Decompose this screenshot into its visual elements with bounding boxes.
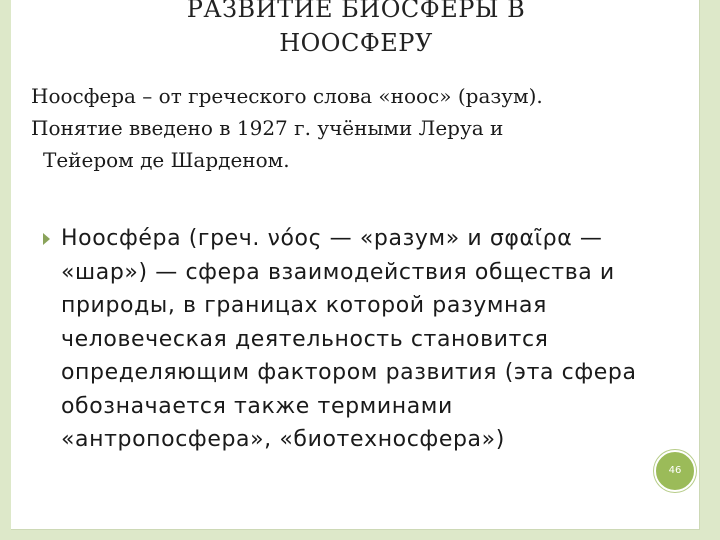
intro-line-1: Ноосфера – от греческого слова «ноос» (разум). [31, 84, 543, 108]
intro-line-2: Понятие введено в 1927 г. учёными Леруа и [31, 116, 504, 140]
page-number-badge: 46 [654, 450, 696, 492]
slide [11, 0, 700, 530]
title-line-1: РАЗВИТИЕ БИОСФЕРЫ В [186, 0, 526, 23]
triangle-bullet-icon [43, 233, 50, 245]
intro-line-3: Тейером де Шарденом. [43, 148, 290, 172]
title-line-2: НООСФЕРУ [279, 29, 433, 57]
slide-title [51, 0, 661, 60]
bullet-text: Ноосфе́ра (греч. νόος — «разум» и σφαῖρα — «шар») — сфера взаимодействия общества и природы, в границах которой разумная человеческая деятельность становится определяющим фактором развития (эта сфера обозначается также терминами «антропосфера», «биотехносфера») [61, 226, 637, 452]
bullet-item [43, 222, 663, 457]
intro-text [31, 80, 691, 176]
